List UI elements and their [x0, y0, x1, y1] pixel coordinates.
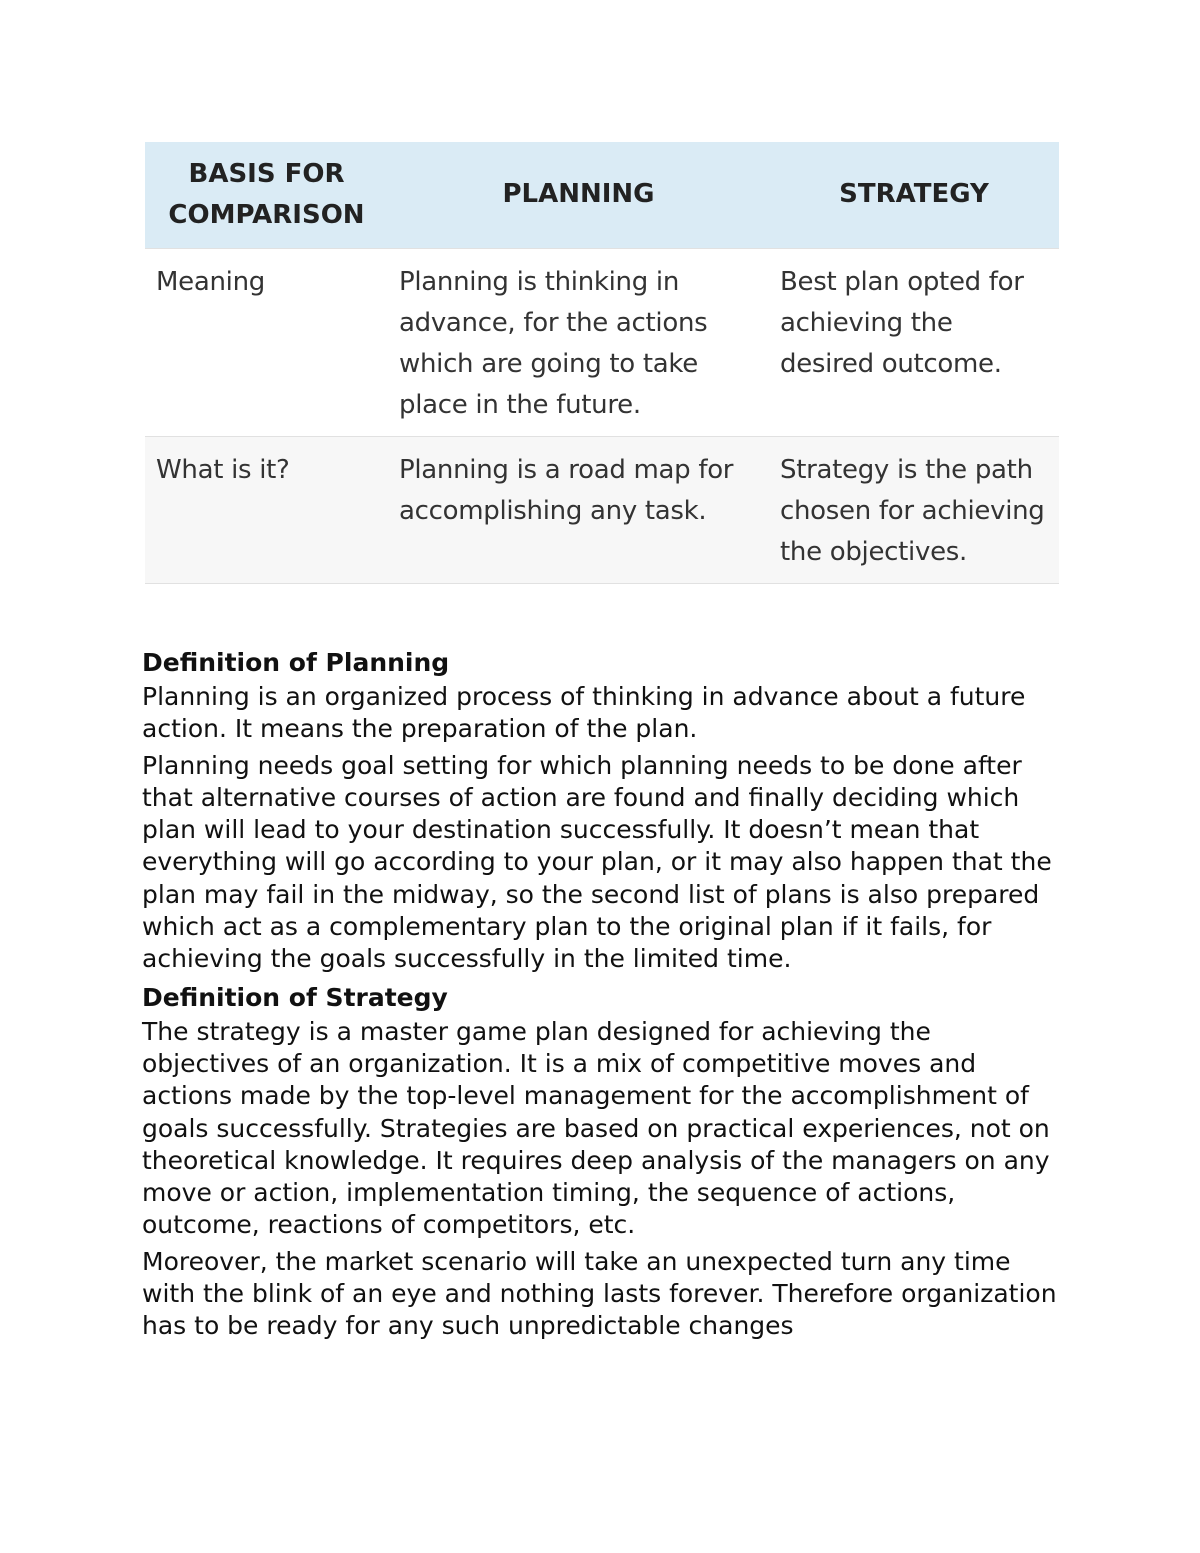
- table-row: [145, 436, 1059, 583]
- planning-heading: Definition of Planning: [142, 648, 450, 677]
- cell-planning: Planning is a road map for accomplishing any task.: [388, 436, 769, 583]
- body-text: [142, 645, 1062, 1347]
- header-planning: PLANNING: [388, 142, 769, 248]
- table-header-row: [145, 142, 1059, 248]
- planning-paragraph: Planning needs goal setting for which planning needs to be done after that alternative courses of action are found and finally deciding which plan will lead to your destination successfully. It doesn’t mean that everything will go according to your plan, or it may also happen that the plan may fail in the midway, so the second list of plans is also prepared which act as a complementary plan to the original plan if it fails, for achieving the goals successfully in the limited time.: [142, 750, 1052, 974]
- cell-strategy: Strategy is the path chosen for achieving the objectives.: [769, 436, 1059, 583]
- planning-paragraph: Planning is an organized process of thinking in advance about a future action. It means the preparation of the plan.: [142, 682, 1026, 744]
- strategy-paragraph: The strategy is a master game plan designed for achieving the objectives of an organization. It is a mix of competitive moves and actions made by the top-level management for the accomplishment of goals successfully. Strategies are based on practical experiences, not on theoretical knowledge. It requires deep analysis of the managers on any move or action, implementation timing, the sequence of actions, outcome, reactions of competitors, etc.: [142, 1016, 1050, 1240]
- cell-basis: What is it?: [145, 436, 388, 583]
- header-strategy: STRATEGY: [769, 142, 1059, 248]
- strategy-heading: Definition of Strategy: [142, 982, 448, 1012]
- table-row: [145, 248, 1059, 436]
- header-basis: BASIS FOR COMPARISON: [145, 142, 388, 248]
- strategy-paragraph: Moreover, the market scenario will take an unexpected turn any time with the blink of an eye and nothing lasts forever. Therefore organization has to be ready for any such unpredictable changes: [142, 1246, 1057, 1341]
- cell-planning: Planning is thinking in advance, for the actions which are going to take place in the future.: [388, 248, 769, 436]
- cell-strategy: Best plan opted for achieving the desired outcome.: [769, 248, 1059, 436]
- comparison-table: [145, 142, 1059, 584]
- cell-basis: Meaning: [145, 248, 388, 436]
